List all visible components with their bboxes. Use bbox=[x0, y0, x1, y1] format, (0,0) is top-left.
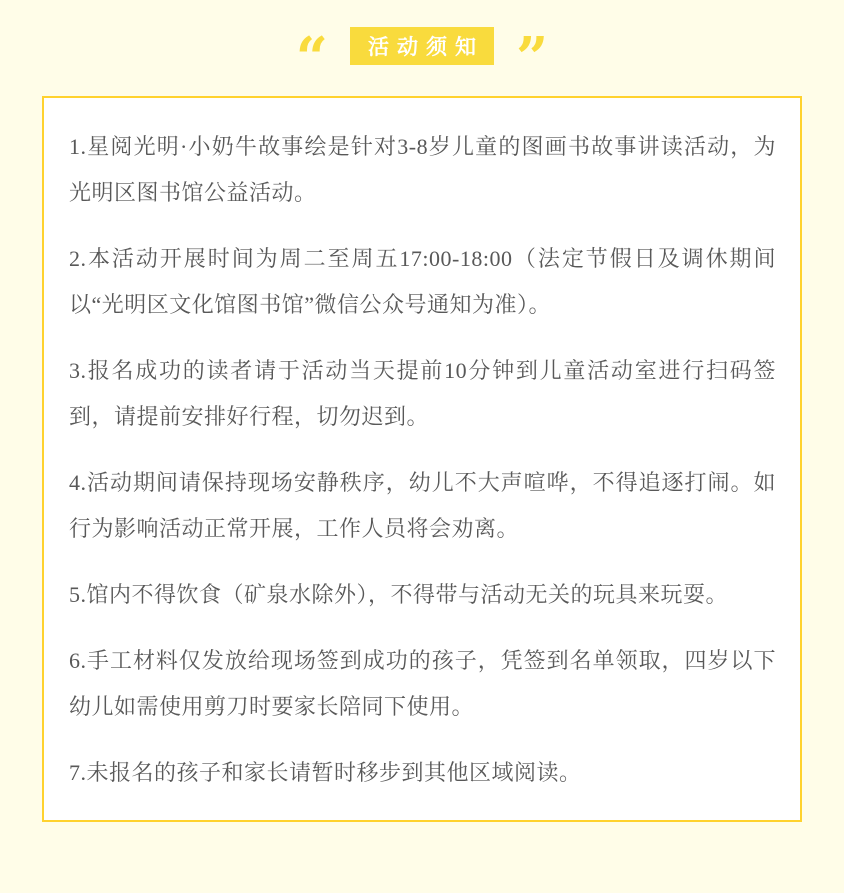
notice-box bbox=[42, 96, 802, 822]
notice-title: 活动须知 bbox=[368, 36, 484, 59]
notice-title-badge bbox=[350, 27, 494, 65]
notice-item-1: 1.星阅光明·小奶牛故事绘是针对3-8岁儿童的图画书故事讲读活动，为光明区图书馆公益活动。 bbox=[69, 134, 776, 205]
close-quote-icon: ” bbox=[516, 25, 549, 91]
open-quote-icon: “ bbox=[295, 25, 328, 91]
notice-item-2: 2.本活动开展时间为周二至周五17:00-18:00（法定节假日及调休期间以“光明区文化馆图书馆”微信公众号通知为准）。 bbox=[69, 246, 776, 317]
notice-item-5: 5.馆内不得饮食（矿泉水除外），不得带与活动无关的玩具来玩耍。 bbox=[69, 582, 729, 607]
notice-item-7: 7.未报名的孩子和家长请暂时移步到其他区域阅读。 bbox=[69, 760, 582, 785]
notice-item-4: 4.活动期间请保持现场安静秩序，幼儿不大声喧哗，不得追逐打闹。如行为影响活动正常开展，工作人员将会劝离。 bbox=[69, 470, 776, 541]
notice-item-6: 6.手工材料仅发放给现场签到成功的孩子，凭签到名单领取，四岁以下幼儿如需使用剪刀时要家长陪同下使用。 bbox=[69, 648, 776, 719]
notice-item-3: 3.报名成功的读者请于活动当天提前10分钟到儿童活动室进行扫码签到，请提前安排好行程，切勿迟到。 bbox=[69, 358, 776, 429]
notice-header bbox=[0, 25, 844, 91]
notice-page bbox=[0, 27, 844, 822]
